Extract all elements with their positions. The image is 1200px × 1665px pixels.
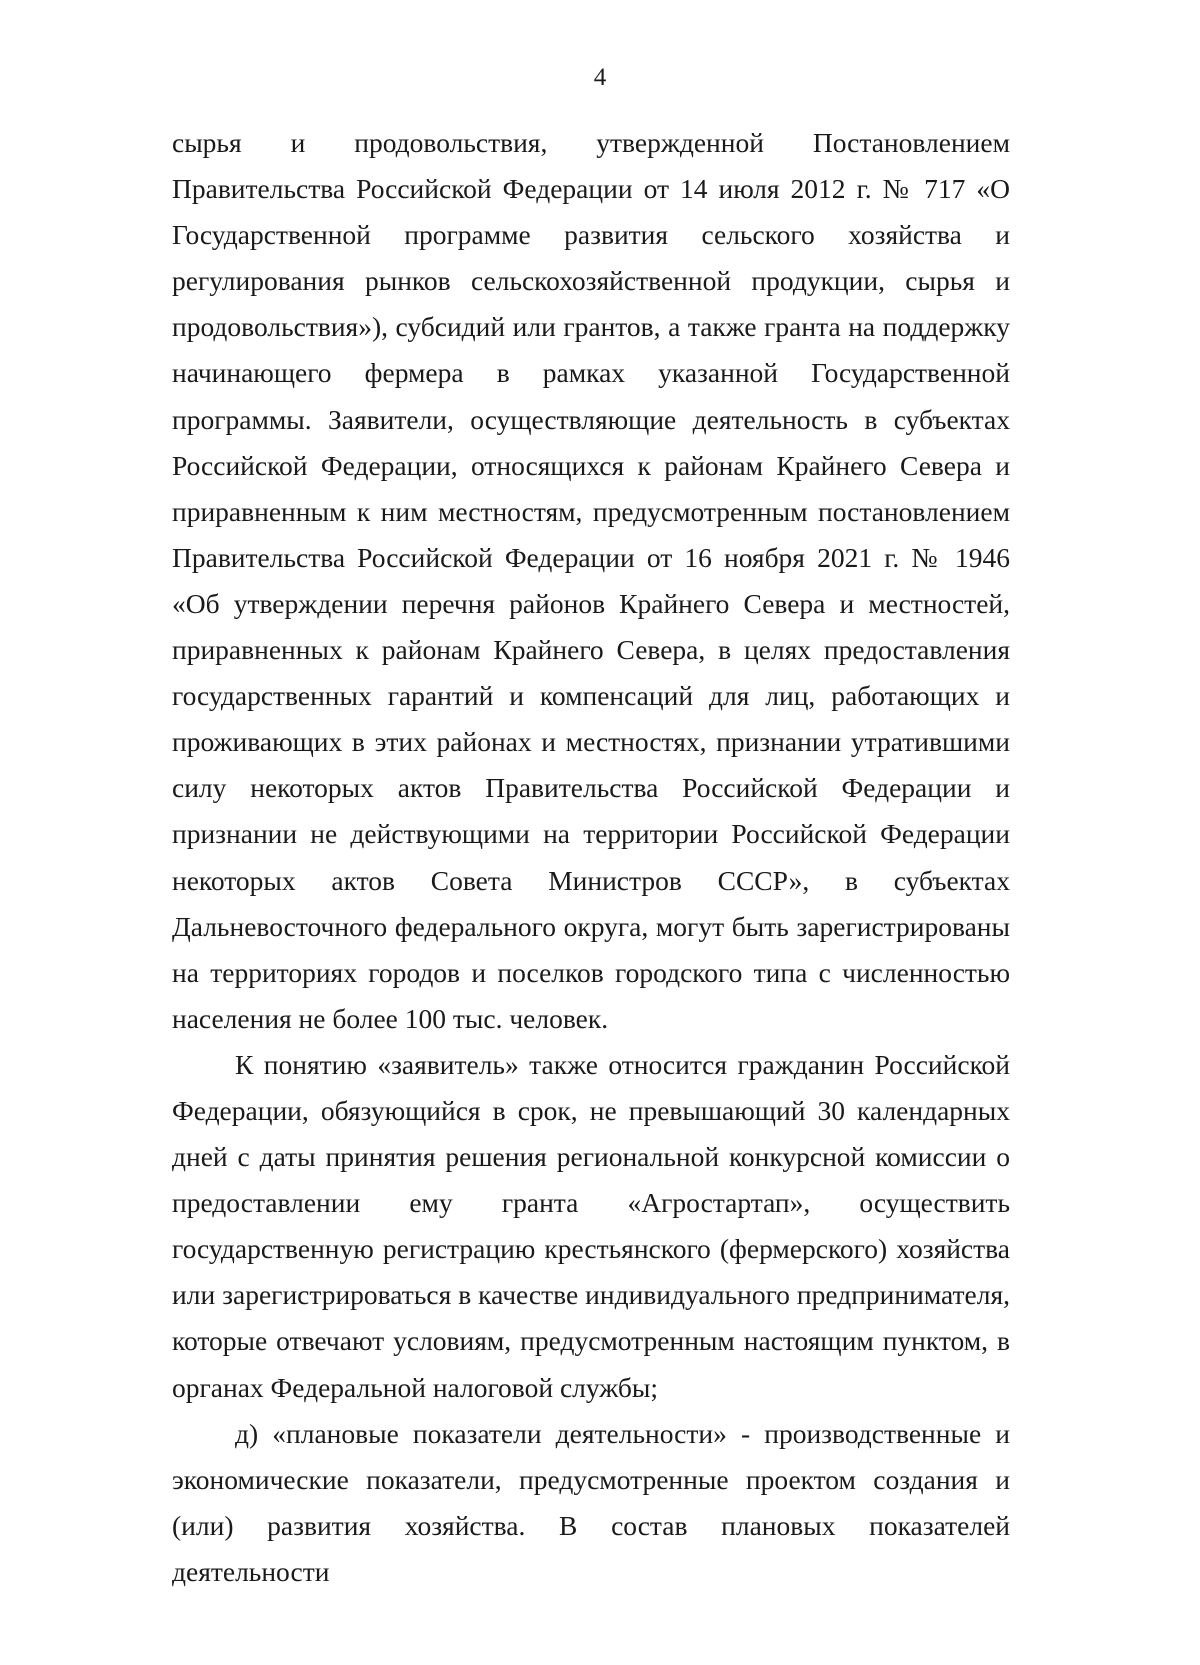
paragraph-applicant-definition: К понятию «заявитель» также относится гражданин Российской Федерации, обязующийся в срок, не превышающий 30 календарных дней с даты принятия решения региональной конкурсной комиссии о предоставлении ему гранта «Агростартап», осуществить государственную регистрацию крестьянского (фермерского) хозяйства или зарегистрироваться в качестве индивидуального предпринимателя, которые отвечают условиям, предусмотренным настоящим пунктом, в органах Федеральной налоговой службы; [172,1048,1010,1403]
document-body [172,120,1010,1595]
paragraph-continuation: сырья и продовольствия, утвержденной Постановлением Правительства Российской Федерации от 14 июля 2012 г. № 717 «О Государственной программе развития сельского хозяйства и регулирования рынков сельскохозяйственной продукции, сырья и продовольствия»), субсидий или грантов, а также гранта на поддержку начинающего фермера в рамках указанной Государственной программы. Заявители, осуществляющие деятельность в субъектах Российской Федерации, относящихся к районам Крайнего Севера и приравненным к ним местностям, предусмотренным постановлением Правительства Российской Федерации от 16 ноября 2021 г. № 1946 «Об утверждении перечня районов Крайнего Севера и местностей, приравненных к районам Крайнего Севера, в целях предоставления государственных гарантий и компенсаций для лиц, работающих и проживающих в этих районах и местностях, признании утратившими силу некоторых актов Правительства Российской Федерации и признании не действующими на территории Российской Федерации некоторых актов Совета Министров СССР», в субъектах Дальневосточного федерального округа, могут быть зарегистрированы на территориях городов и поселков городского типа с численностью населения не более 100 тыс. человек. [172,127,1010,1034]
page-number: 4 [593,64,607,91]
paragraph-item-d: д) «плановые показатели деятельности» - производственные и экономические показатели, предусмотренные проектом создания и (или) развития хозяйства. В состав плановых показателей деятельности [172,1417,1010,1587]
